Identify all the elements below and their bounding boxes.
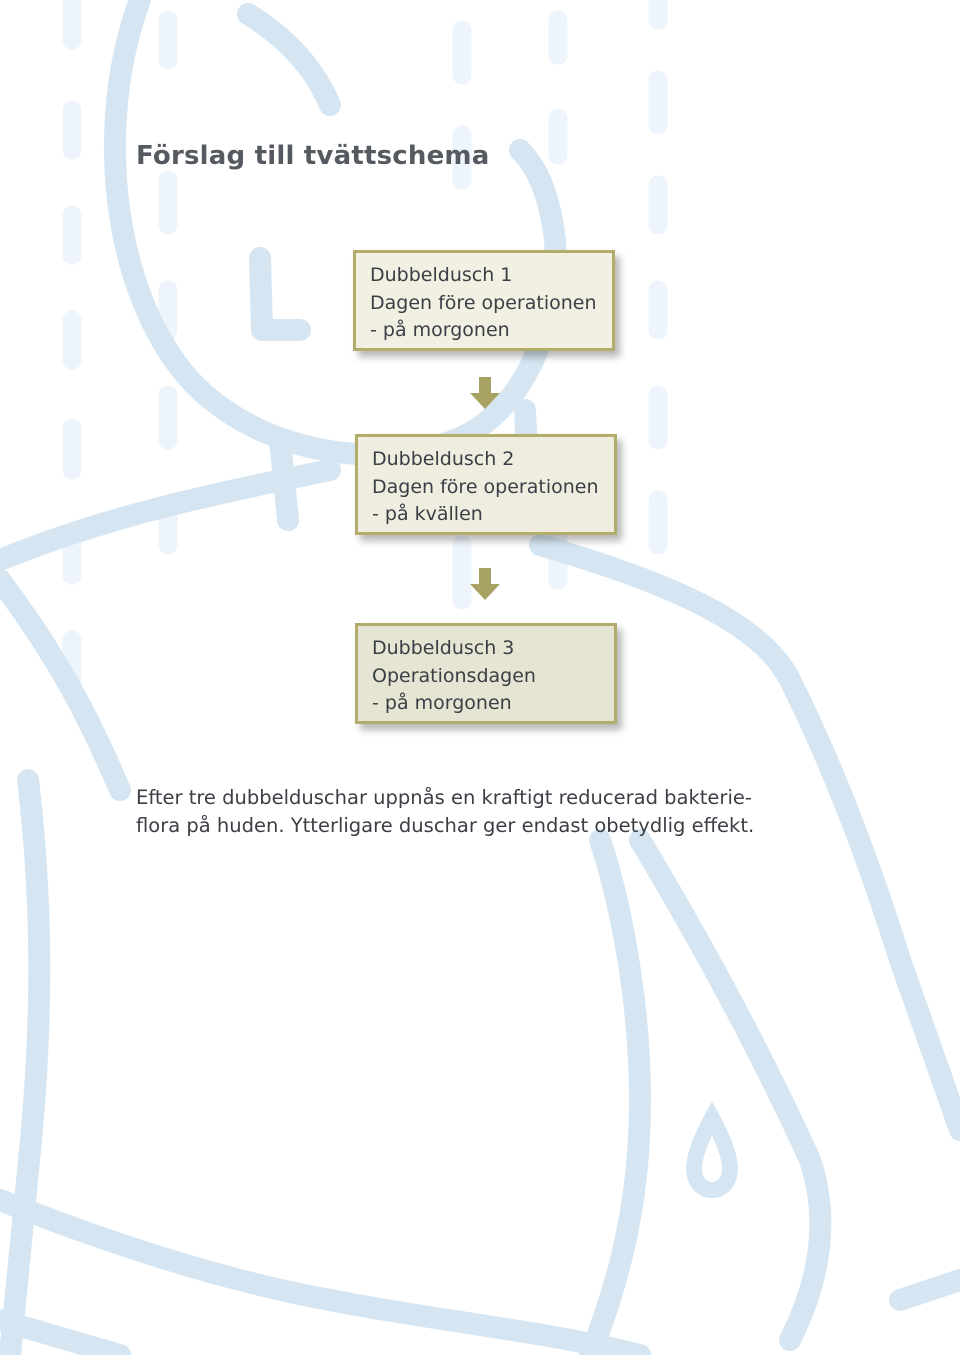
summary-line-1: Efter tre dubbelduschar uppnås en kraftigt reducerad bakterie- xyxy=(136,786,752,809)
step-box-1 xyxy=(353,250,615,351)
drop-icon xyxy=(694,1118,730,1190)
step-day: Dagen före operationen xyxy=(372,475,599,498)
step-heading: Dubbeldusch 2 xyxy=(372,448,515,470)
step-day: Operationsdagen xyxy=(372,664,536,687)
summary-line-2: flora på huden. Ytterligare duschar ger endast obetydlig effekt. xyxy=(136,814,755,837)
step-day: Dagen före operationen xyxy=(370,291,597,314)
down-arrow-icon xyxy=(470,377,500,409)
summary-text xyxy=(136,784,836,840)
step-box-3 xyxy=(355,623,617,724)
step-heading: Dubbeldusch 3 xyxy=(372,637,515,659)
page-title: Förslag till tvättschema xyxy=(136,141,490,171)
step-time: - på kvällen xyxy=(372,503,483,525)
step-time: - på morgonen xyxy=(372,692,512,714)
down-arrow-icon xyxy=(470,568,500,600)
step-box-2 xyxy=(355,434,617,535)
step-time: - på morgonen xyxy=(370,319,510,341)
step-heading: Dubbeldusch 1 xyxy=(370,264,513,286)
